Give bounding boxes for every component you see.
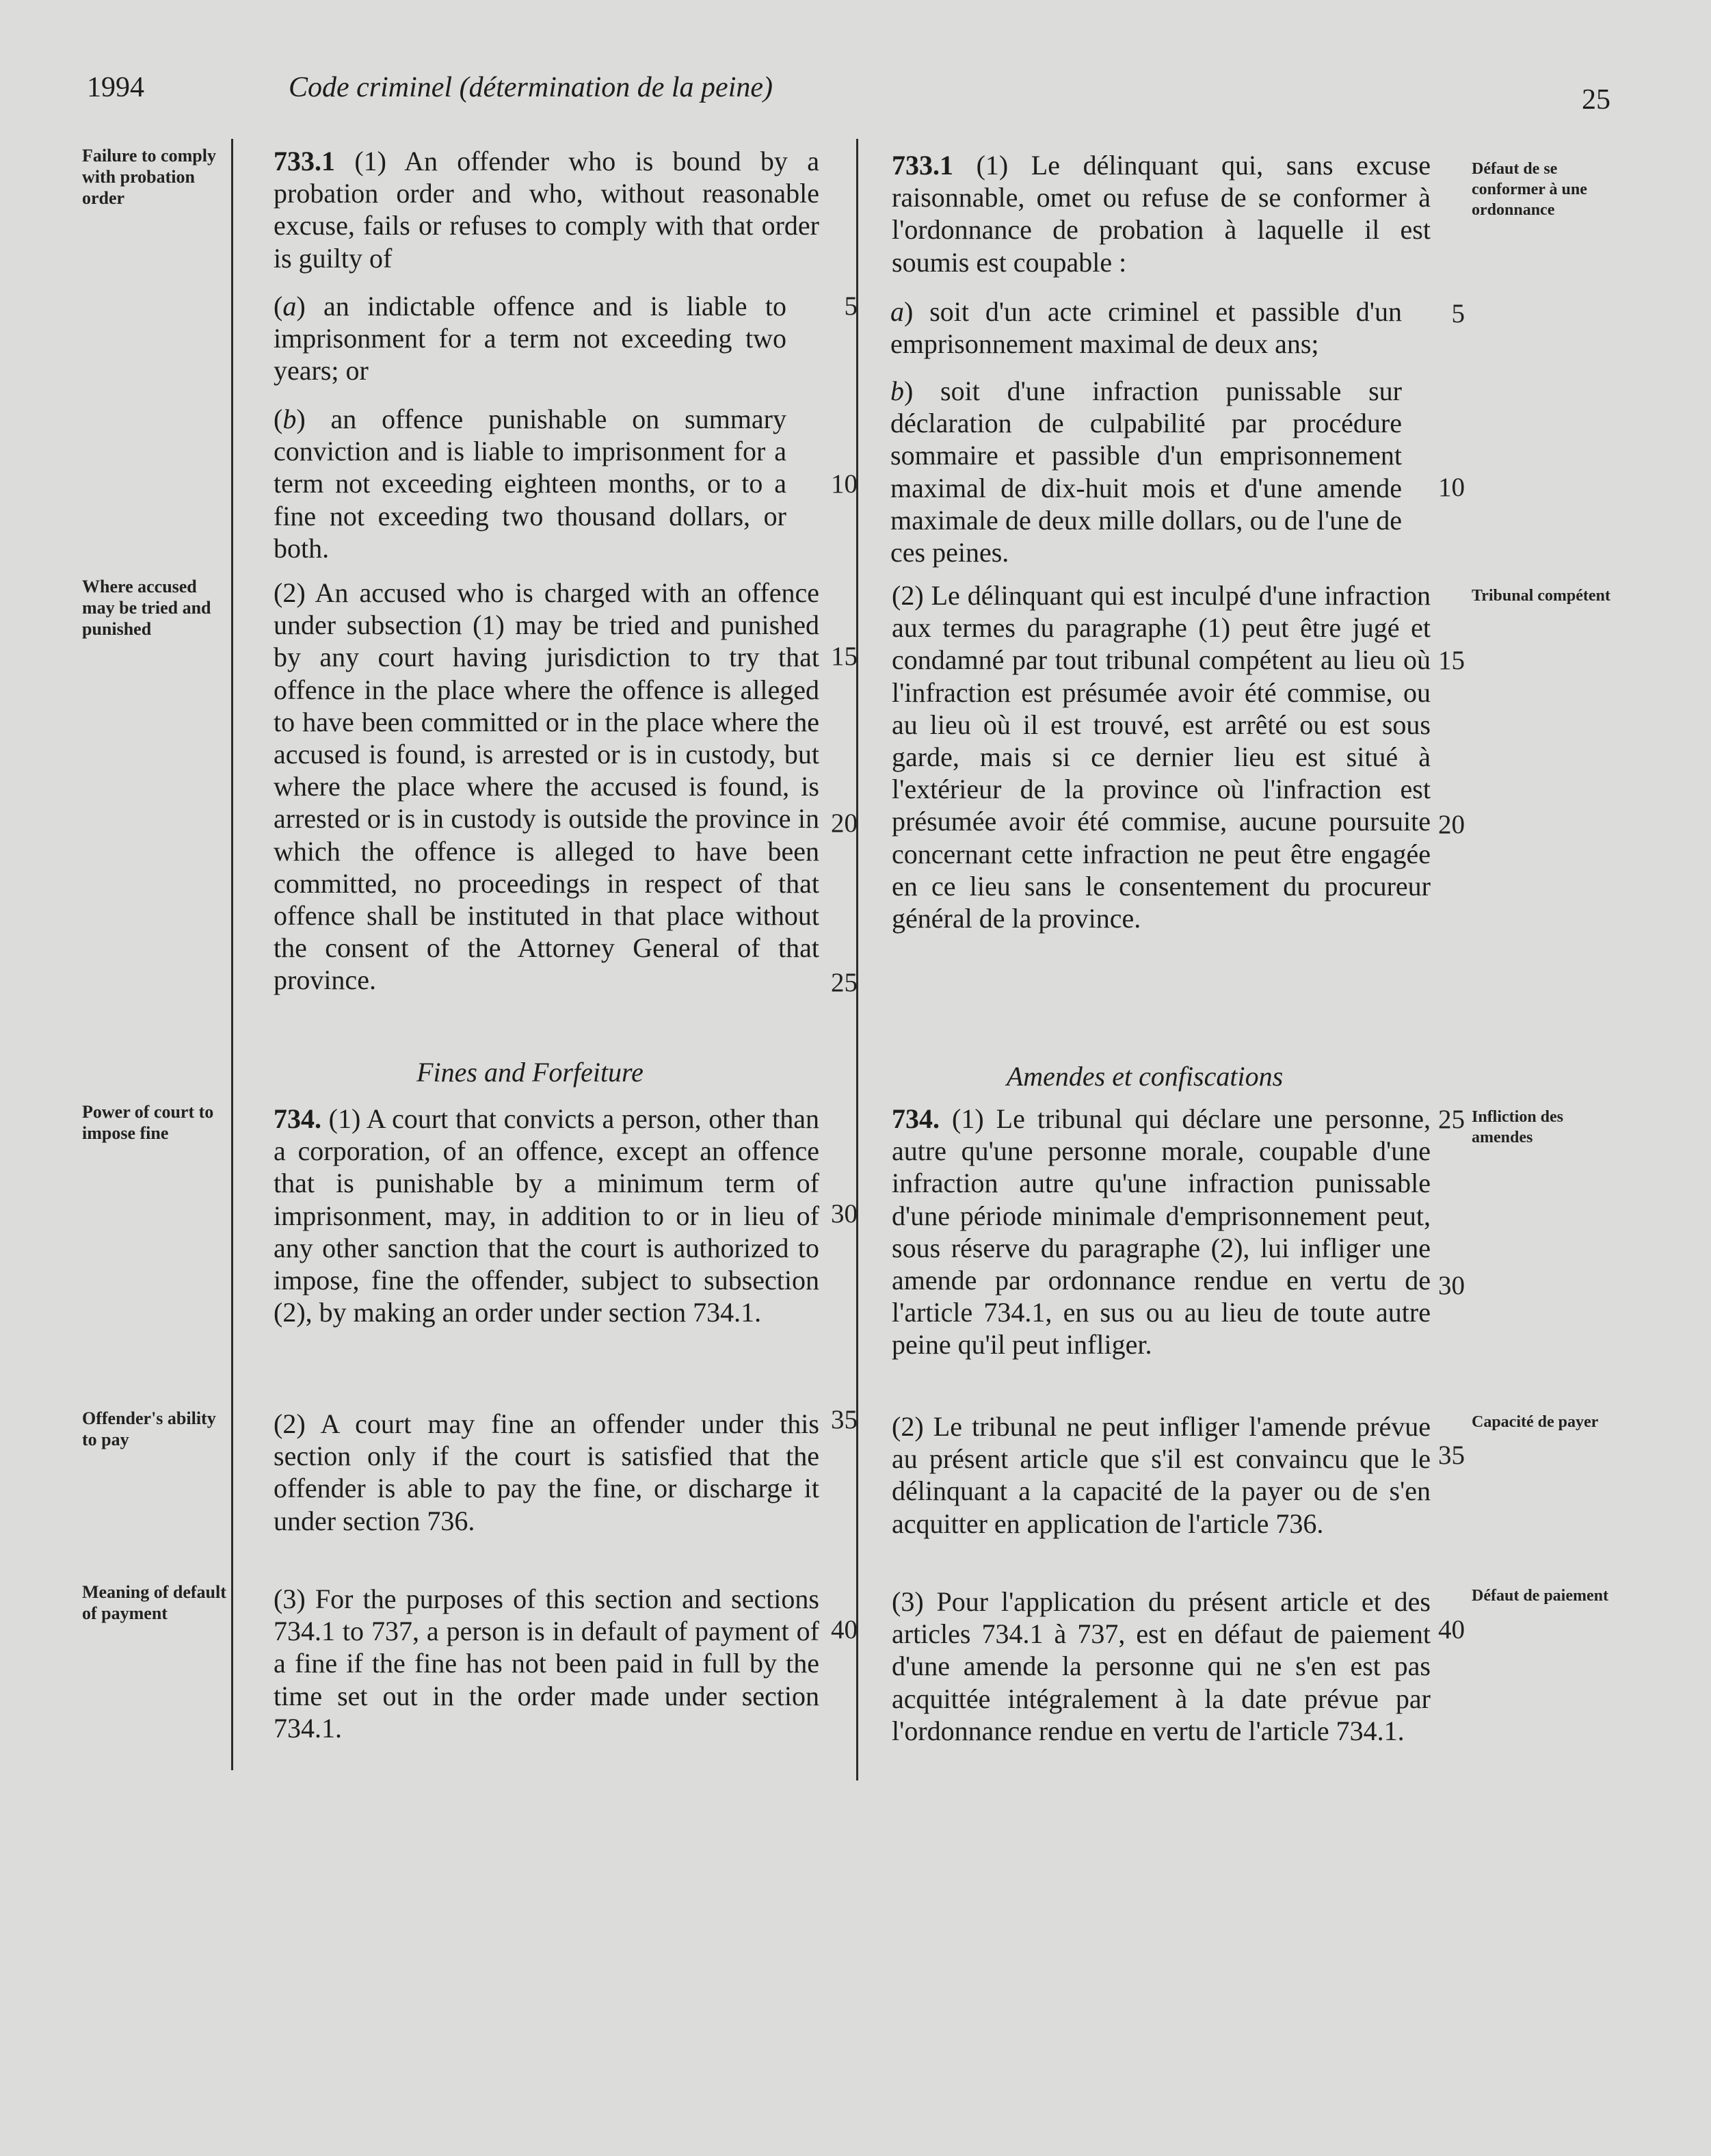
para-mark: a <box>890 296 904 327</box>
margin-note-power-to-impose-fine: Power of court to impose fine <box>82 1102 214 1143</box>
paragraph-text: ) soit d'un acte criminel et passible d'un emprisonnement maximal de deux ans; <box>890 296 1402 360</box>
column-rule-left <box>231 139 233 1770</box>
section-number: 734. <box>274 1103 321 1134</box>
en-734-subsection-1 <box>241 1103 819 1328</box>
line-number: 15 <box>831 642 858 671</box>
line-number: 25 <box>1438 1105 1465 1134</box>
column-rule-center <box>856 139 858 1780</box>
fr-733-1-para-b <box>890 375 1402 568</box>
line-number: 15 <box>1438 646 1465 675</box>
line-number: 10 <box>1438 473 1465 502</box>
line-number: 5 <box>1451 299 1465 328</box>
margin-note-ability-to-pay: Offender's ability to pay <box>82 1408 216 1449</box>
line-number: 35 <box>831 1405 858 1434</box>
margin-note-default-of-payment: Meaning of default of payment <box>82 1582 226 1623</box>
en-734-subsection-3: (3) For the purposes of this section and sections 734.1 to 737, a person is in default of payment of a fine if the fine has not been paid in full by the time set out in the order made under section 734.1. <box>274 1583 819 1744</box>
section-number: 733.1 <box>892 150 953 181</box>
margin-note-where-accused-tried: Where accused may be tried and punished <box>82 577 211 639</box>
line-number: 25 <box>831 968 858 997</box>
header-year: 1994 <box>87 72 144 103</box>
line-number: 20 <box>831 808 858 838</box>
fr-733-1-para-a <box>890 295 1402 360</box>
line-number: 35 <box>1438 1441 1465 1470</box>
para-mark: a <box>282 291 297 321</box>
fr-733-1-subsection-2: (2) Le délinquant qui est inculpé d'une infraction aux termes du paragraphe (1) peut être jugé et condamné par tout tribunal compétent au lieu où l'infraction est présumée avoir été commise, ou au lieu où il est trouvé, est arrêté ou est sous garde, mais si ce dernier lieu est situé à l'extérieur de la province où l'infraction est présumée avoir été commise, aucune poursuite concernant cette infraction ne peut être engagée en ce lieu sans le consentement du procureur général de la province. <box>892 580 1431 934</box>
paragraph-text: (1) An offender who is bound by a probation order and who, without reasonable excuse, fails or refuses to comply with that order is guilty of <box>274 146 819 274</box>
en-734-subsection-2: (2) A court may fine an offender under this section only if the court is satisfied that the offender is able to pay the fine, or discharge it under section 736. <box>274 1408 819 1536</box>
margin-note-fr-defaut-conformer: Défaut de se conformer à une ordonnance <box>1472 160 1587 219</box>
margin-note-fr-infliction-amendes: Infliction des amendes <box>1472 1108 1564 1146</box>
paragraph-text: an offence punishable on summary conviction and is liable to imprisonment for a term not exceeding eighteen months, or to a fine not exceeding two thousand dollars, or both. <box>274 404 786 564</box>
section-number: 733.1 <box>274 146 335 176</box>
line-number: 20 <box>1438 810 1465 839</box>
line-number: 40 <box>1438 1615 1465 1644</box>
line-number: 30 <box>831 1199 858 1228</box>
en-heading-fines-forfeiture: Fines and Forfeiture <box>416 1057 644 1088</box>
line-number: 5 <box>844 291 858 321</box>
page-number: 25 <box>1582 84 1610 116</box>
line-number: 30 <box>1438 1271 1465 1300</box>
paragraph-text: ) soit d'une infraction punissable sur déclaration de culpabilité par procédure sommaire et passible d'un emprisonnement maximal de dix-huit mois et d'une amende maximale de deux mille dollars, ou de l'une de ces peines. <box>890 376 1402 568</box>
margin-note-fr-defaut-paiement: Défaut de paiement <box>1472 1587 1608 1605</box>
header-title: Code criminel (détermination de la peine) <box>289 72 773 103</box>
line-number: 40 <box>831 1615 858 1644</box>
section-number: 734. <box>892 1103 940 1134</box>
fr-734-subsection-1 <box>859 1103 1431 1361</box>
para-mark: b <box>890 376 904 406</box>
paragraph-text: (1) Le délinquant qui, sans excuse raisonnable, omet ou refuse de se conformer à l'ordonnance de probation à laquelle il est soumis est coupable : <box>892 150 1431 278</box>
fr-733-1-subsection-1 <box>859 149 1431 278</box>
margin-note-fr-capacite-payer: Capacité de payer <box>1472 1413 1599 1431</box>
fr-heading-amendes-confiscations: Amendes et confiscations <box>1006 1061 1284 1092</box>
fr-734-subsection-2: (2) Le tribunal ne peut infliger l'amende prévue au présent article que s'il est convaincu que le délinquant a la capacité de la payer ou de s'en acquitter en application de l'article 736. <box>892 1411 1431 1539</box>
margin-note-failure-to-comply: Failure to comply with probation order <box>82 146 216 208</box>
fr-734-subsection-3: (3) Pour l'application du présent article et des articles 734.1 à 737, est en défaut de paiement d'une amende la personne qui ne s'en est pas acquittée intégralement à la date prévue par l'ordonnance rendue en vertu de l'article 734.1. <box>892 1586 1431 1746</box>
line-number: 10 <box>831 469 858 499</box>
en-733-1-subsection-1 <box>241 145 819 274</box>
en-733-1-para-b: (b) an offence punishable on summary conviction and is liable to imprisonment for a term not exceeding eighteen months, or to a fine not exceeding two thousand dollars, or both. <box>274 404 786 564</box>
en-733-1-subsection-2: (2) An accused who is charged with an offence under subsection (1) may be tried and punished by any court having jurisdiction to try that offence in the place where the offence is alleged to have been committed or in the place where the accused is found, is arrested or is in custody, but where the place where the accused is found, is arrested or is in custody is outside the province in which the offence is alleged to have been committed, no proceedings in respect of that offence shall be instituted in that place without the consent of the Attorney General of that province. <box>274 577 819 996</box>
paragraph-text: (1) Le tribunal qui déclare une personne, autre qu'une personne morale, coupable d'une infraction autre qu'une infraction punissable d'une période minimale d'emprisonnement peut, sous réserve du paragraphe (2), lui infliger une amende par ordonnance rendue en vertu de l'article 734.1, en sus ou au lieu de toute autre peine qu'il peut infliger. <box>892 1103 1431 1360</box>
paragraph-text: (1) A court that convicts a person, other than a corporation, of an offence, except an offence that is punishable by a minimum term of imprisonment, may, in addition to or in lieu of any other sanction that the court is authorized to impose, fine the offender, subject to subsection (2), by making an order under section 734.1. <box>274 1103 819 1328</box>
en-733-1-para-a: (a) an indictable offence and is liable to imprisonment for a term not exceeding two years; or <box>274 291 786 386</box>
margin-note-fr-tribunal-competent: Tribunal compétent <box>1472 587 1610 605</box>
para-mark: b <box>282 404 297 434</box>
paragraph-text: an indictable offence and is liable to imprisonment for a term not exceeding two years; or <box>274 291 786 386</box>
